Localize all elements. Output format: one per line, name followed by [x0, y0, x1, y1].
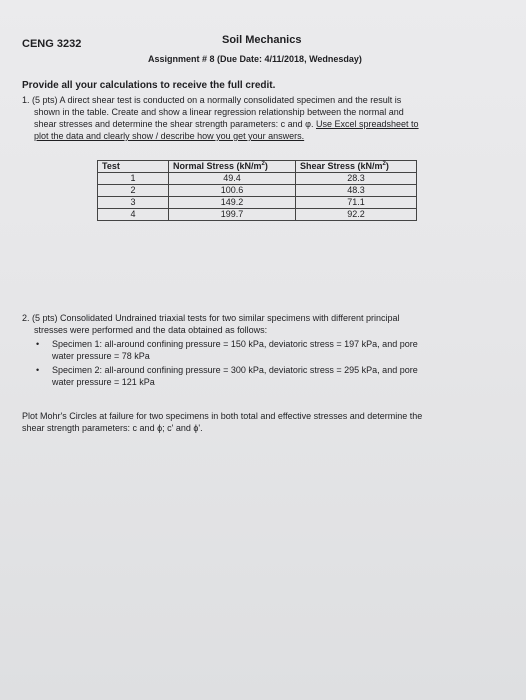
cell-test: 1: [98, 173, 169, 185]
col-header-shear-stress: Shear Stress $(kN/m^2)$: [296, 161, 417, 173]
mohr-circle-task: [22, 410, 422, 434]
question-2: [22, 312, 502, 388]
cell-normal: 149.2: [169, 197, 296, 209]
cell-normal: 100.6: [169, 185, 296, 197]
list-item: [22, 338, 502, 362]
assignment-title: Assignment # 8 (Due Date: 4/11/2018, Wednesday): [148, 54, 362, 64]
q2-text-line2: stresses were performed and the data obtained as follows:: [34, 325, 268, 335]
q1-text-line1: (5 pts) A direct shear test is conducted on a normally consolidated specimen and the result is: [32, 95, 402, 105]
table-row: [98, 209, 417, 221]
shear-test-table: [97, 160, 417, 221]
q2-number: 2.: [22, 313, 30, 323]
col-header-test: Test: [98, 161, 169, 173]
q2-text-line1: (5 pts) Consolidated Undrained triaxial tests for two similar specimens with different principal: [32, 313, 400, 323]
course-code: CENG 3232: [22, 38, 82, 50]
cell-test: 4: [98, 209, 169, 221]
q1-text-line3: shear stresses and determine the shear strength parameters: c and φ.: [34, 119, 314, 129]
specimen-2-line2: water pressure = 121 kPa: [52, 377, 155, 387]
instructions: Provide all your calculations to receive the full credit.: [22, 80, 276, 91]
table-row: [98, 197, 417, 209]
bullet-icon: •: [36, 365, 40, 375]
list-item: [22, 364, 502, 388]
col-header-normal-stress: Normal Stress $(kN/m^2)$: [169, 161, 296, 173]
task-line1: Plot Mohr's Circles at failure for two specimens in both total and effective stresses and determine the: [22, 411, 423, 421]
cell-test: 3: [98, 197, 169, 209]
specimen-2-line1: Specimen 2: all-around confining pressure = 300 kPa, deviatoric stress = 295 kPa, and pore: [52, 365, 418, 375]
q1-text-line2: shown in the table. Create and show a linear regression relationship between the normal and: [34, 107, 404, 117]
q1-excel-instruction: Use Excel spreadsheet to: [316, 119, 419, 129]
cell-normal: 199.7: [169, 209, 296, 221]
cell-shear: 48.3: [296, 185, 417, 197]
q1-text-line4: plot the data and clearly show / describe how you get your answers.: [34, 131, 305, 141]
table-row: [98, 185, 417, 197]
cell-shear: 92.2: [296, 209, 417, 221]
table-row: [98, 173, 417, 185]
course-subject: Soil Mechanics: [222, 34, 302, 46]
question-1: [22, 94, 492, 142]
q1-number: 1.: [22, 95, 30, 105]
specimen-1-line2: water pressure = 78 kPa: [52, 351, 150, 361]
task-line2: shear strength parameters: c and ϕ; c' and ϕ'.: [22, 423, 203, 433]
table-header-row: [98, 161, 417, 173]
bullet-icon: •: [36, 339, 40, 349]
specimen-1-line1: Specimen 1: all-around confining pressure = 150 kPa, deviatoric stress = 197 kPa, and pore: [52, 339, 418, 349]
cell-test: 2: [98, 185, 169, 197]
cell-shear: 28.3: [296, 173, 417, 185]
cell-normal: 49.4: [169, 173, 296, 185]
cell-shear: 71.1: [296, 197, 417, 209]
